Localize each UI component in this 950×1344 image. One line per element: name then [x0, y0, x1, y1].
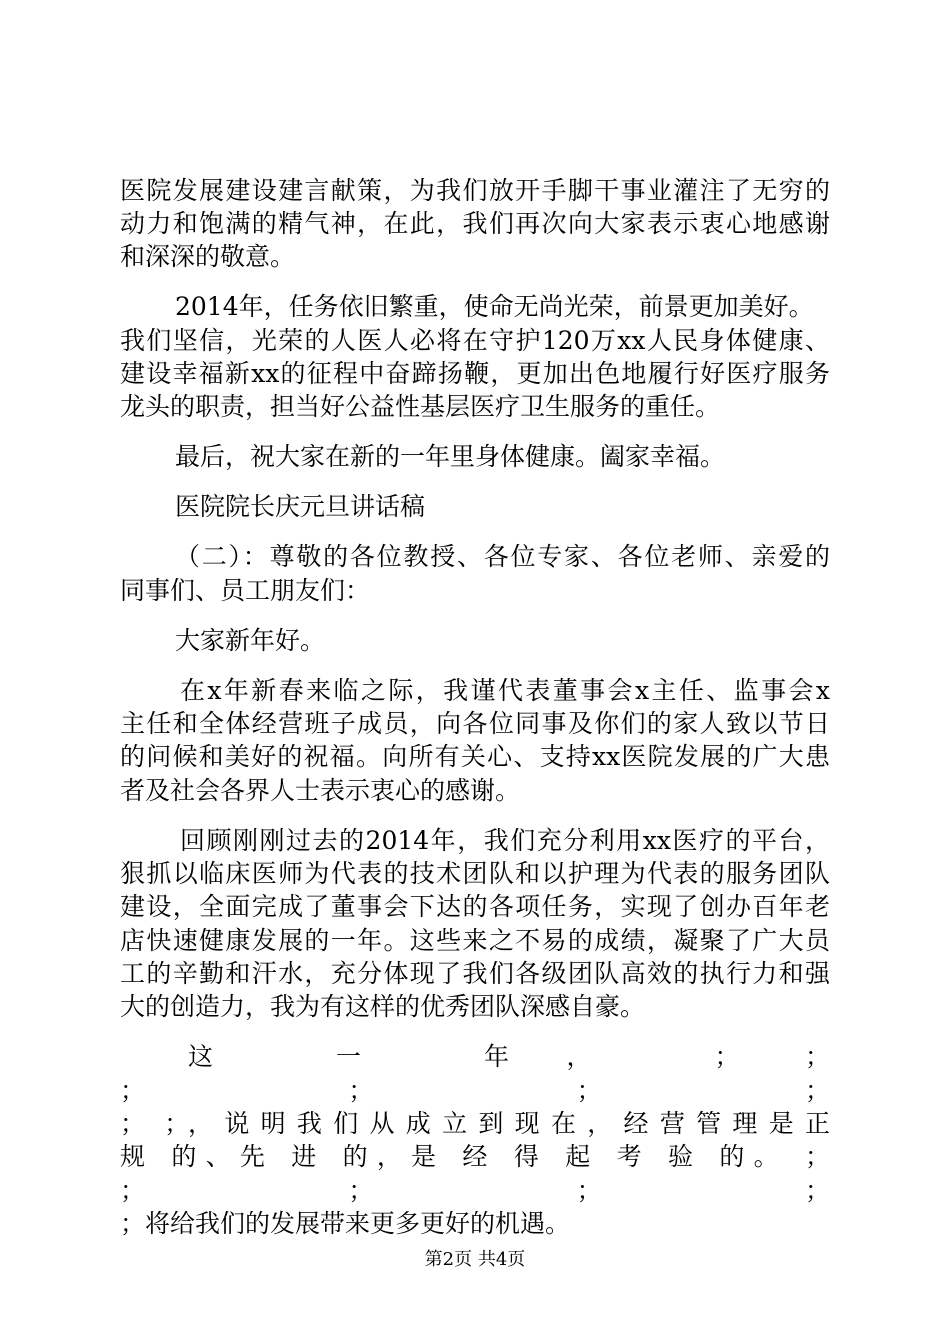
body-text-line: 最后，祝大家在新的一年里身体健康。阖家幸福。 [175, 442, 726, 471]
body-text-line: 和深深的敬意。 [120, 242, 296, 271]
body-text-line: 的问候和美好的祝福。向所有关心、支持xx医院发展的广大患 [120, 742, 830, 771]
body-text-line: 狠抓以临床医师为代表的技术团队和以护理为代表的服务团队 [120, 859, 830, 888]
body-text-line: ； ；，说明我们从成立到现在，经营管理是正 [120, 1109, 830, 1138]
body-text-line: 者及社会各界人士表示衷心的感谢。 [120, 776, 521, 805]
body-text-line: 在x年新春来临之际，我谨代表董事会x主任、监事会x [180, 676, 830, 705]
body-text-line: 建设幸福新xx的征程中奋蹄扬鞭，更加出色地履行好医疗服务 [120, 359, 830, 388]
section-title: 医院院长庆元旦讲话稿 [175, 492, 426, 521]
body-text-line: 动力和饱满的精气神，在此，我们再次向大家表示衷心地感谢 [120, 209, 830, 238]
body-text-line: 工的辛勤和汗水，充分体现了我们各级团队高效的执行力和强 [120, 959, 830, 988]
body-text-line: 同事们、员工朋友们： [120, 576, 371, 605]
body-text-line: 大的创造力，我为有这样的优秀团队深感自豪。 [120, 992, 646, 1021]
body-text-line: 主任和全体经营班子成员，向各位同事及你们的家人致以节日 [120, 709, 830, 738]
body-text-line: 建设，全面完成了董事会下达的各项任务，实现了创办百年老 [120, 892, 830, 921]
body-text-line: ；将给我们的发展带来更多更好的机遇。 [120, 1209, 571, 1238]
body-text-line: 2014年，任务依旧繁重，使命无尚光荣，前景更加美好。 [175, 292, 814, 321]
body-text-line: 我们坚信，光荣的人医人必将在守护120万xx人民身体健康、 [120, 326, 830, 355]
body-text-line: （二）：尊敬的各位教授、各位专家、各位老师、亲爱的 [175, 542, 830, 571]
body-text-line: 龙头的职责，担当好公益性基层医疗卫生服务的重任。 [120, 392, 721, 421]
page-number: 第2页 共4页 [424, 1249, 526, 1270]
body-text-line: 回顾刚刚过去的2014年，我们充分利用xx医疗的平台， [180, 826, 830, 855]
body-text-line: 规 的、先 进 的，是 经 得 起 考 验 的。 ； [120, 1142, 830, 1171]
body-text-line: 这 一 年， ； ； [188, 1042, 830, 1071]
body-text-line: 店快速健康发展的一年。这些来之不易的成绩，凝聚了广大员 [120, 926, 830, 955]
body-text-line: 医院发展建设建言献策，为我们放开手脚干事业灌注了无穷的 [120, 176, 830, 205]
body-text-line: ； ； ； ； [120, 1076, 830, 1105]
body-text-line: ； ； ； ； [120, 1176, 830, 1205]
body-text-line: 大家新年好。 [175, 626, 326, 655]
